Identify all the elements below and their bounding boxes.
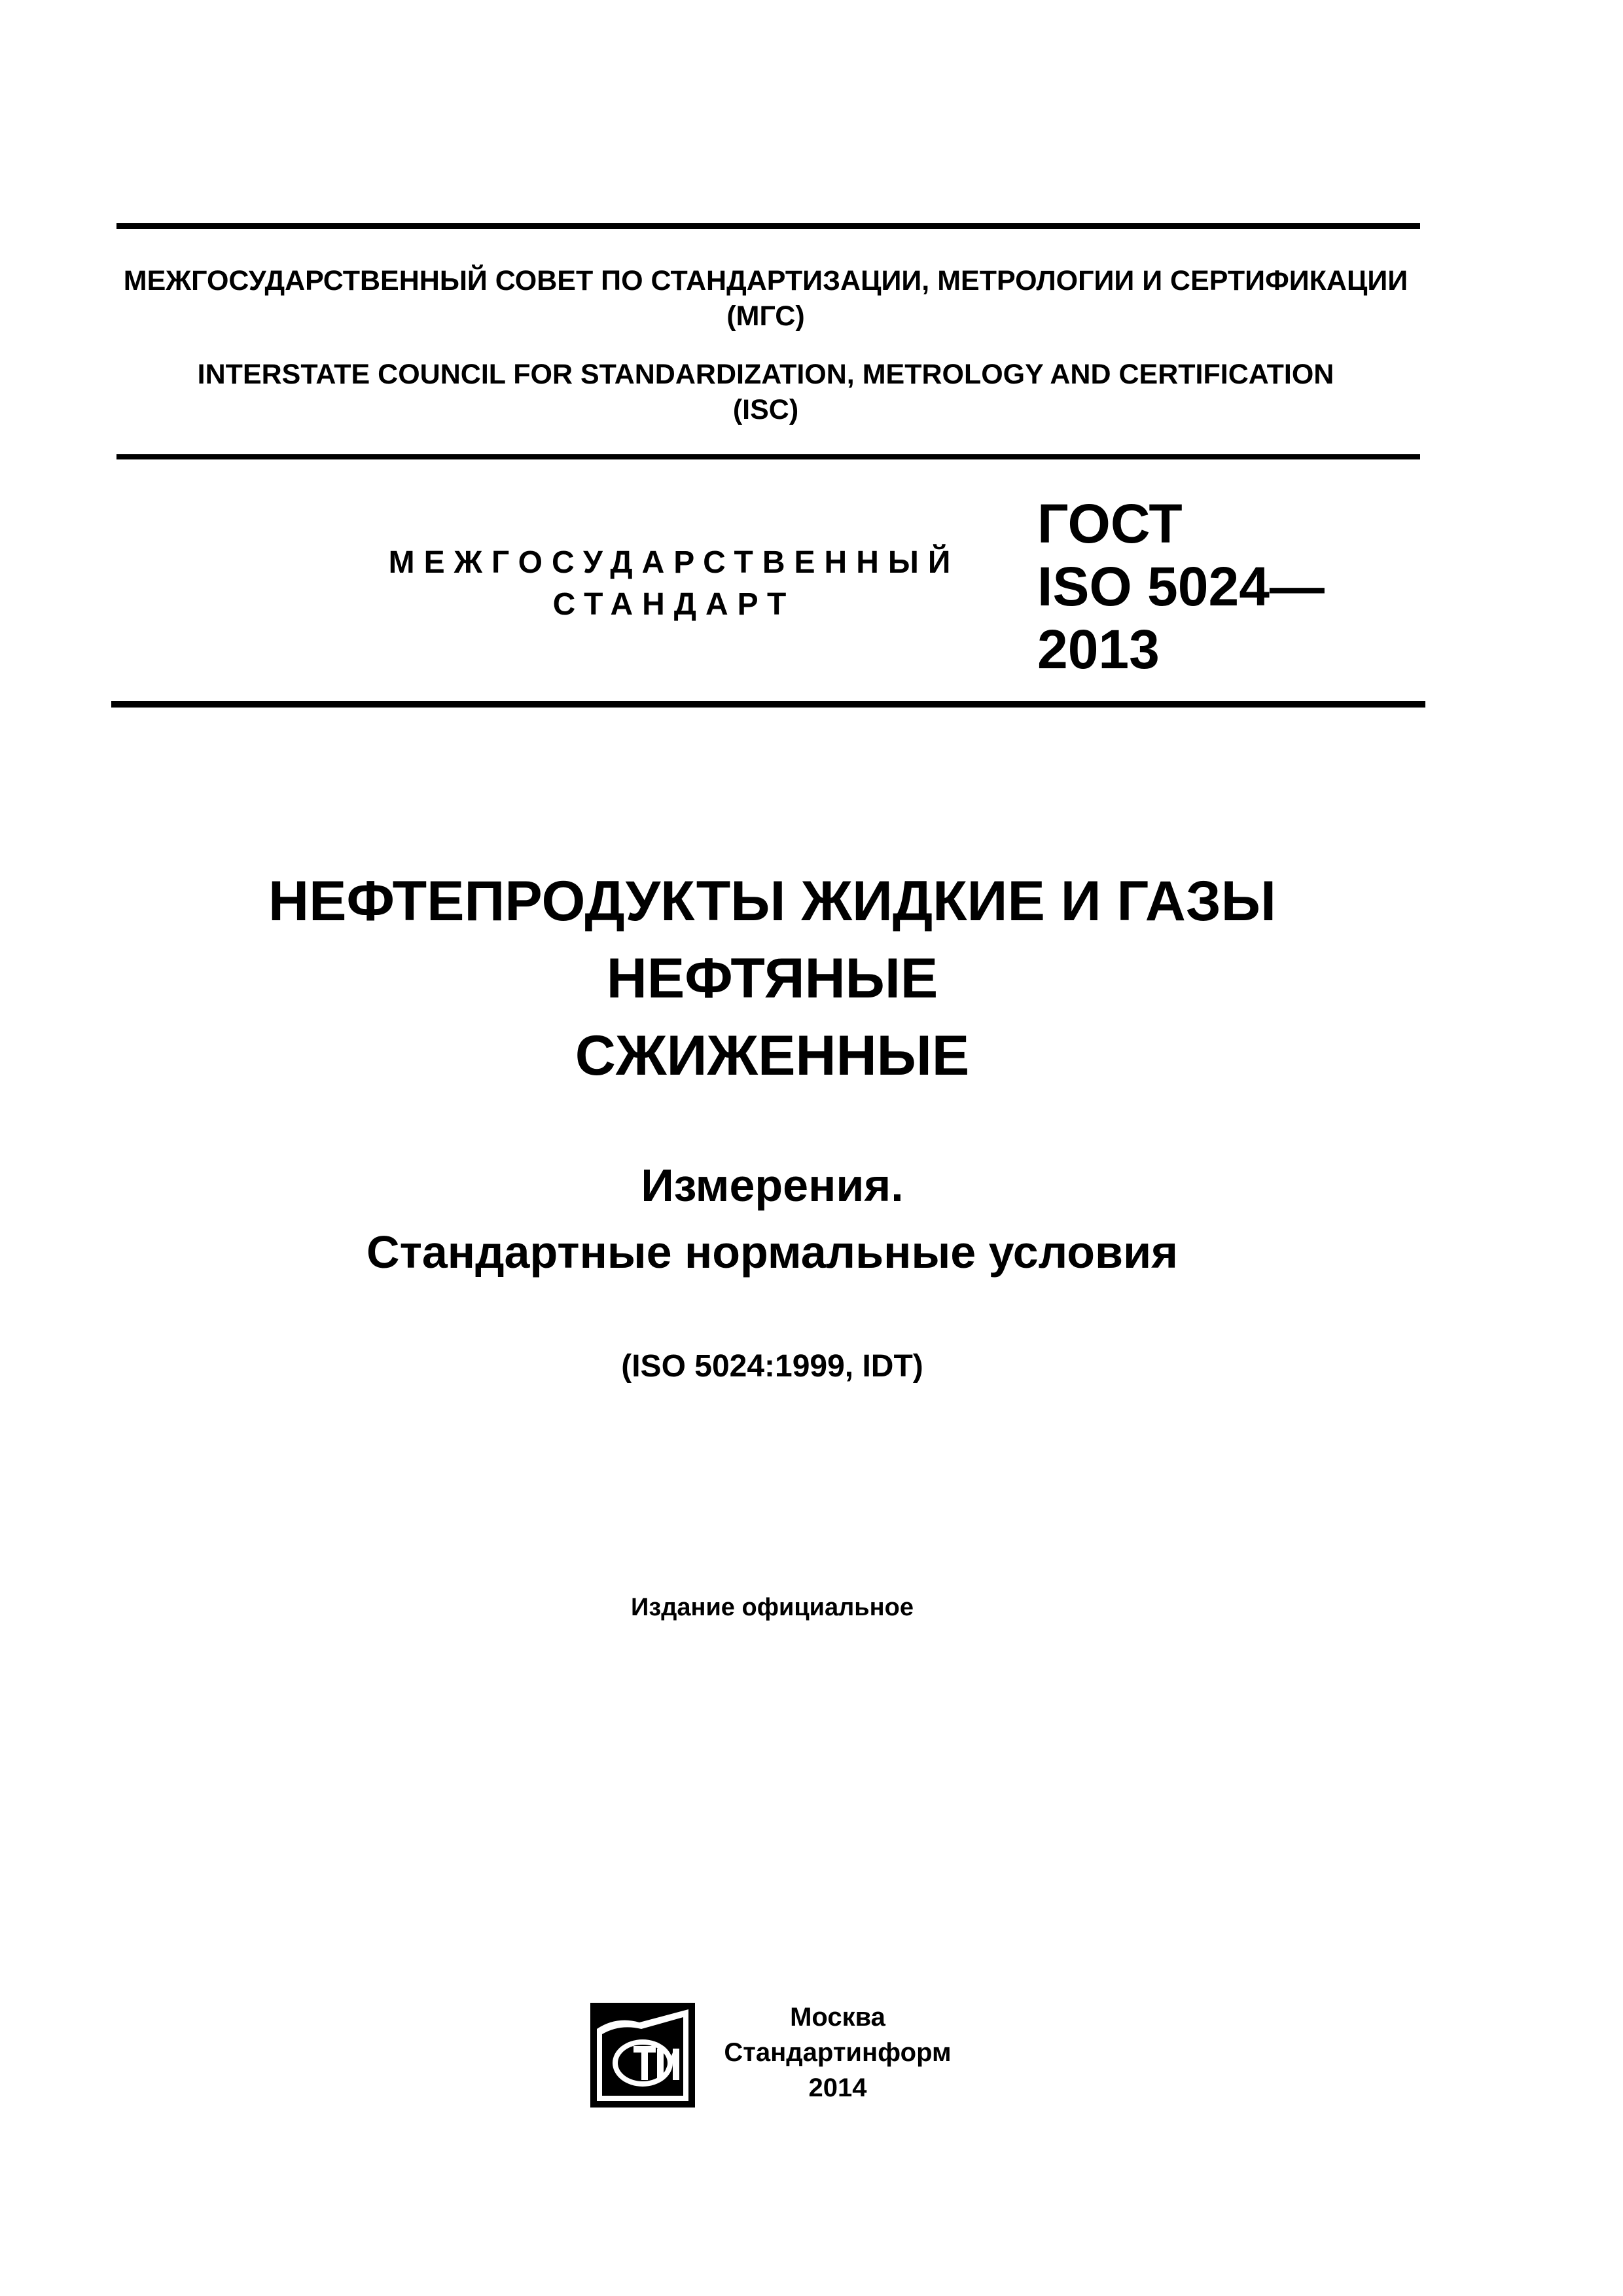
standard-type bbox=[366, 542, 982, 626]
code-bottom-rule bbox=[111, 701, 1425, 708]
publisher-year: 2014 bbox=[808, 2073, 867, 2102]
edition-label: Издание официальное bbox=[631, 1594, 914, 1621]
standard-type-line2: СТАНДАРТ bbox=[552, 587, 796, 622]
council-ru-abbrev: (МГС) bbox=[726, 300, 805, 332]
council-ru bbox=[118, 263, 1414, 334]
standard-code bbox=[1037, 492, 1325, 681]
publisher-logo-icon bbox=[590, 2003, 695, 2108]
standard-code-line3: 2013 bbox=[1037, 619, 1160, 680]
standard-type-line1: МЕЖГОСУДАРСТВЕННЫЙ bbox=[388, 545, 960, 580]
title-line3: СЖИЖЕННЫЕ bbox=[575, 1024, 970, 1087]
council-en bbox=[118, 357, 1414, 427]
document-subtitle bbox=[118, 1152, 1427, 1285]
top-rule bbox=[116, 223, 1420, 229]
publisher bbox=[707, 2000, 969, 2106]
council-en-abbrev: (ISC) bbox=[732, 394, 799, 425]
header-bottom-rule bbox=[116, 454, 1420, 459]
council-ru-line1: МЕЖГОСУДАРСТВЕННЫЙ СОВЕТ ПО СТАНДАРТИЗАЦИИ, МЕТРОЛОГИИ И СЕРТИФИКАЦИИ bbox=[123, 265, 1408, 296]
publisher-city: Москва bbox=[790, 2003, 885, 2032]
document-title bbox=[118, 863, 1427, 1094]
standard-code-line2: ISO 5024— bbox=[1037, 556, 1325, 617]
iso-reference: (ISO 5024:1999, IDT) bbox=[621, 1349, 923, 1384]
subtitle-line2: Стандартные нормальные условия bbox=[366, 1227, 1178, 1278]
standard-code-line1: ГОСТ bbox=[1037, 493, 1183, 554]
title-line2: НЕФТЯНЫЕ bbox=[606, 947, 938, 1010]
subtitle-line1: Измерения. bbox=[641, 1160, 904, 1211]
title-line1: НЕФТЕПРОДУКТЫ ЖИДКИЕ И ГАЗЫ bbox=[268, 870, 1276, 933]
publisher-name: Стандартинформ bbox=[724, 2038, 952, 2067]
council-en-line1: INTERSTATE COUNCIL FOR STANDARDIZATION, METROLOGY AND CERTIFICATION bbox=[197, 359, 1334, 390]
